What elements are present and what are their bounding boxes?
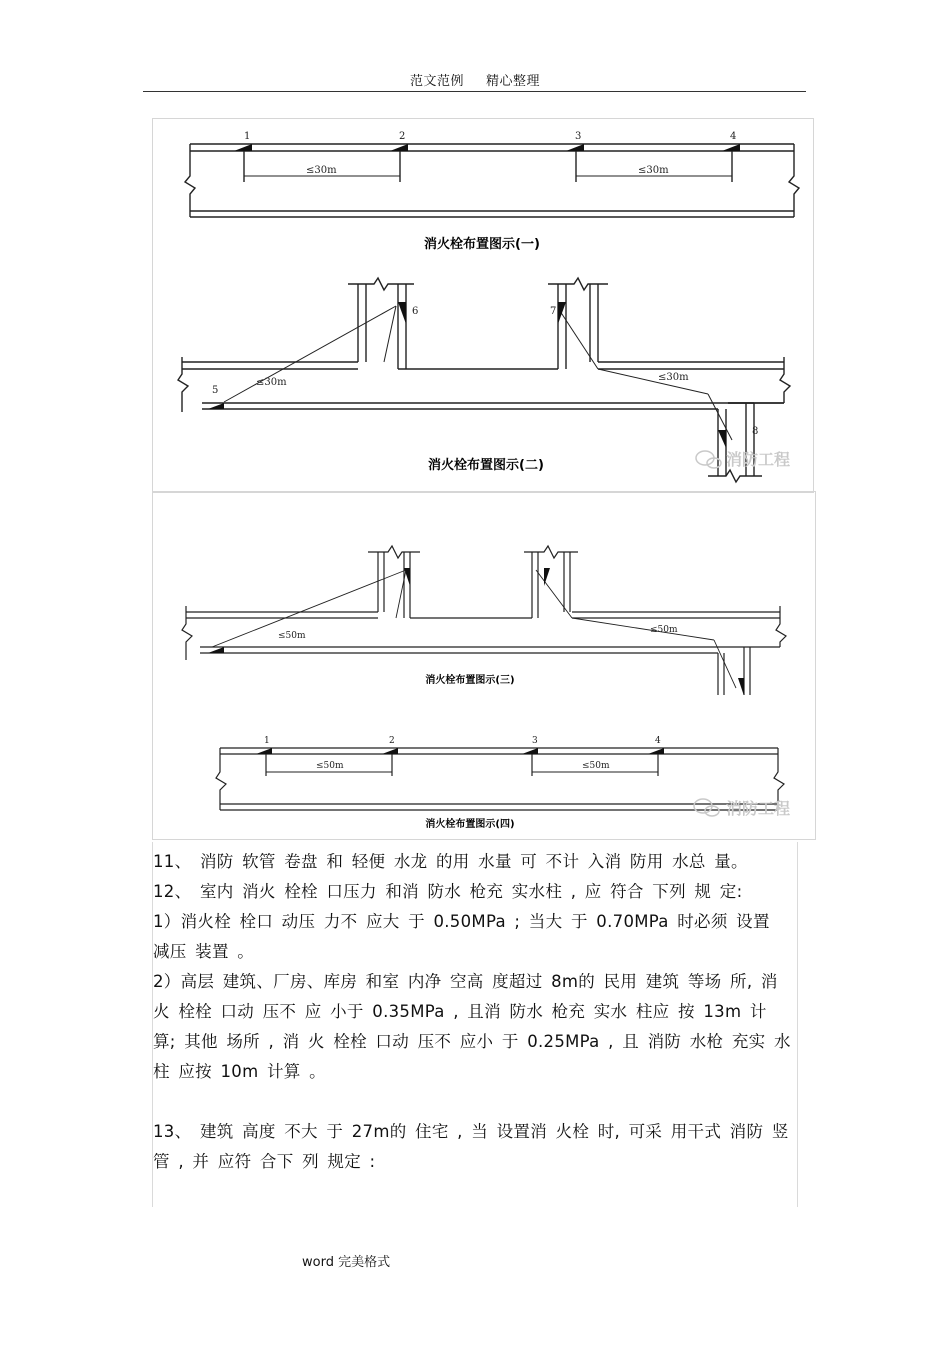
hydrant-marker: 2 — [389, 736, 395, 746]
paragraph-13: 13、 建筑 高度 不大 于 27m的 住宅 , 当 设置消 火栓 时, 可采 用干式 消防 竖管 , 并 应符 合下 列 规定 : — [153, 1122, 789, 1171]
hydrant-marker: 1 — [244, 131, 251, 142]
hydrant-marker: 4 — [730, 131, 737, 142]
spacing-label: ≤50m — [650, 625, 678, 635]
hydrant-marker: 6 — [412, 306, 419, 317]
spacing-label: ≤30m — [658, 372, 689, 383]
wechat-icon — [696, 451, 721, 468]
figure-3-drawing — [152, 540, 812, 695]
spacing-label: ≤30m — [638, 165, 669, 176]
hydrant-marker: 4 — [655, 736, 661, 746]
figure-caption: 消火栓布置图示(一) — [424, 237, 540, 252]
page-header — [0, 70, 950, 89]
paragraph-11: 11、 消防 软管 卷盘 和 轻便 水龙 的用 水量 可 不计 入消 防用 水总 量。 — [153, 852, 748, 871]
body-text — [153, 847, 793, 1177]
spacing-label: ≤50m — [582, 761, 610, 771]
figure-4 — [152, 728, 812, 836]
hydrant-marker: 7 — [550, 306, 557, 317]
hydrant-marker: 2 — [399, 131, 406, 142]
paragraph-12-item-2: 2）高层 建筑、厂房、库房 和室 内净 空高 度超过 8m的 民用 建筑 等场 所, 消火 栓栓 口动 压不 应 小于 0.35MPa , 且消 防水 枪充 实水 柱应 按 13m 计 算; 其他 场所 , 消 火 栓栓 口动 压不 应小 于 0.25MPa , 且 消防 水枪 充实 水柱 应按 10m 计算 。 — [153, 972, 791, 1081]
paragraph-12-item-1: 1）消火栓 栓口 动压 力不 应大 于 0.50MPa ; 当大 于 0.70MPa 时必须 设置 减压 装置 。 — [153, 912, 770, 961]
paragraph-12: 12、 室内 消火 栓栓 口压力 和消 防水 枪充 实水柱 , 应 符合 下列 规 定: — [153, 882, 743, 901]
figure-1 — [152, 118, 812, 258]
figure-2 — [152, 262, 812, 490]
figure-caption: 消火栓布置图示(二) — [428, 458, 544, 473]
spacing-label: ≤50m — [316, 761, 344, 771]
header-right: 精心整理 — [486, 74, 541, 89]
page-footer: word 完美格式 — [302, 1255, 391, 1270]
figure-caption: 消火栓布置图示(四) — [425, 819, 515, 830]
hydrant-marker: 1 — [264, 736, 270, 746]
spacing-label: ≤30m — [256, 377, 287, 388]
figure-1-drawing — [152, 118, 812, 258]
watermark: 消防工程 — [726, 450, 791, 469]
figure-2-drawing — [152, 262, 812, 490]
figure-4-drawing — [152, 728, 812, 836]
spacing-label: ≤50m — [278, 631, 306, 641]
figure-3 — [152, 540, 812, 695]
wechat-icon — [694, 799, 719, 816]
hydrant-marker: 5 — [212, 385, 219, 396]
spacing-label: ≤30m — [306, 165, 337, 176]
hydrant-marker: 8 — [752, 426, 759, 437]
watermark: 消防工程 — [726, 799, 791, 818]
blank-line — [153, 1087, 793, 1117]
figure-caption: 消火栓布置图示(三) — [425, 675, 515, 686]
hydrant-marker: 3 — [532, 736, 538, 746]
hydrant-marker: 3 — [575, 131, 582, 142]
header-left: 范文范例 — [409, 74, 464, 89]
header-divider — [143, 91, 806, 92]
